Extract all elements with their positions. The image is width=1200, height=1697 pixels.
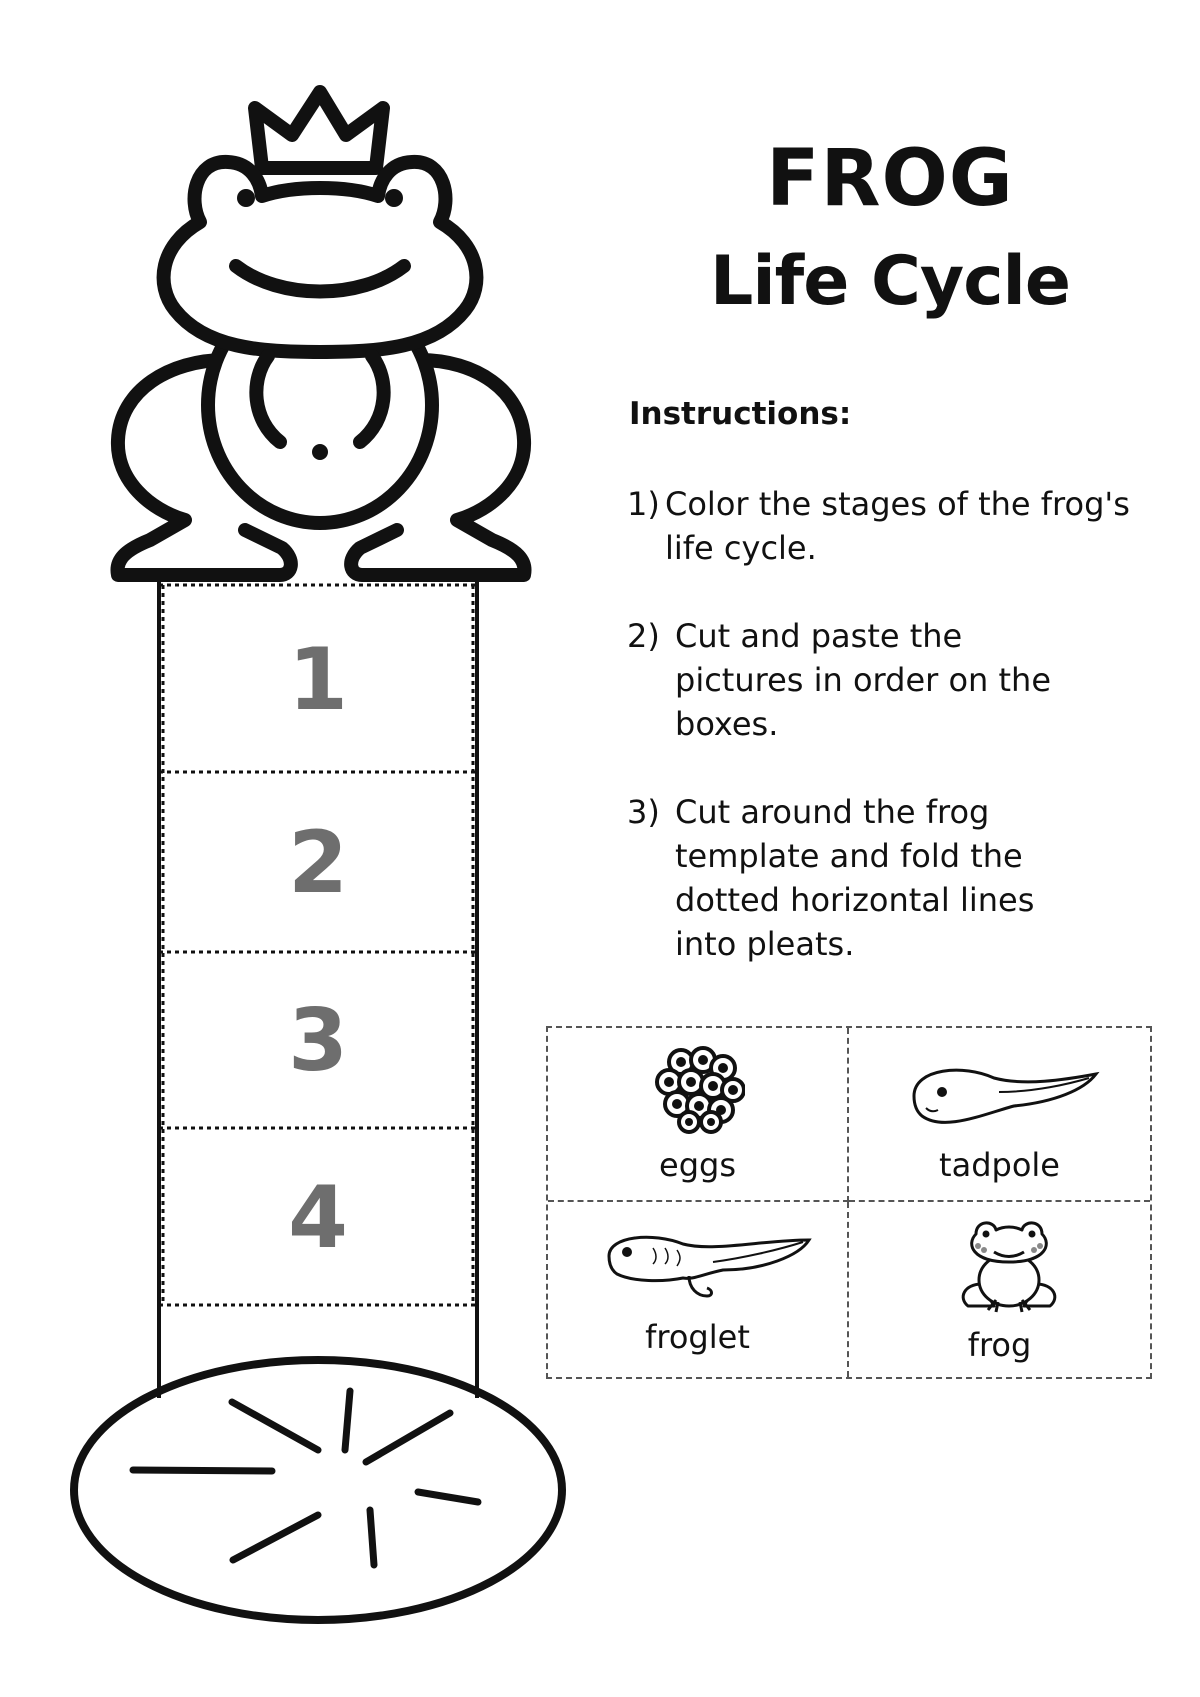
frog-head	[164, 162, 477, 352]
step-text: Cut and paste the pictures in order on the boxes.	[675, 617, 1051, 743]
stage-box-2	[159, 774, 477, 952]
stage-number: 2	[288, 813, 348, 913]
instruction-step	[627, 790, 1147, 966]
frog-belly-dot	[312, 444, 328, 460]
step-number: 1)	[627, 485, 660, 523]
stage-number: 3	[288, 991, 348, 1091]
stage-number: 4	[288, 1167, 348, 1268]
cutout-card-eggs[interactable]	[548, 1028, 849, 1202]
cutout-card-tadpole[interactable]	[849, 1028, 1150, 1202]
cutout-label: tadpole	[939, 1146, 1060, 1184]
frog-eye-left	[237, 189, 255, 207]
stage-box-4	[159, 1130, 477, 1305]
cutout-label: frog	[967, 1326, 1032, 1364]
instruction-step	[627, 614, 1147, 746]
step-text: Color the stages of the frog's life cycle.	[665, 485, 1130, 567]
cutout-card-froglet[interactable]	[548, 1202, 849, 1377]
froglet-icon	[603, 1226, 813, 1302]
page-subtitle: Life Cycle	[710, 242, 1070, 321]
step-number: 3)	[627, 793, 660, 831]
cutout-label: eggs	[659, 1146, 736, 1184]
tadpole-icon	[904, 1056, 1104, 1136]
instructions-heading: Instructions:	[629, 396, 852, 432]
frog-eye-right	[385, 189, 403, 207]
step-number: 2)	[627, 617, 660, 655]
stage-box-1	[159, 587, 477, 772]
step-text: Cut around the frog template and fold the dotted horizontal lines into pleats.	[675, 793, 1035, 963]
cutout-card-frog[interactable]	[849, 1202, 1150, 1377]
page-title: FROG	[766, 134, 1014, 224]
crown-icon	[255, 92, 383, 168]
frog-eggs-icon	[653, 1046, 745, 1134]
frog-icon	[954, 1214, 1064, 1314]
stage-number: 1	[288, 629, 348, 730]
cutout-label: froglet	[645, 1318, 750, 1356]
instruction-step	[627, 482, 1147, 570]
stage-box-3	[159, 954, 477, 1128]
lily-pad	[74, 1360, 562, 1620]
cutout-grid	[546, 1026, 1152, 1379]
